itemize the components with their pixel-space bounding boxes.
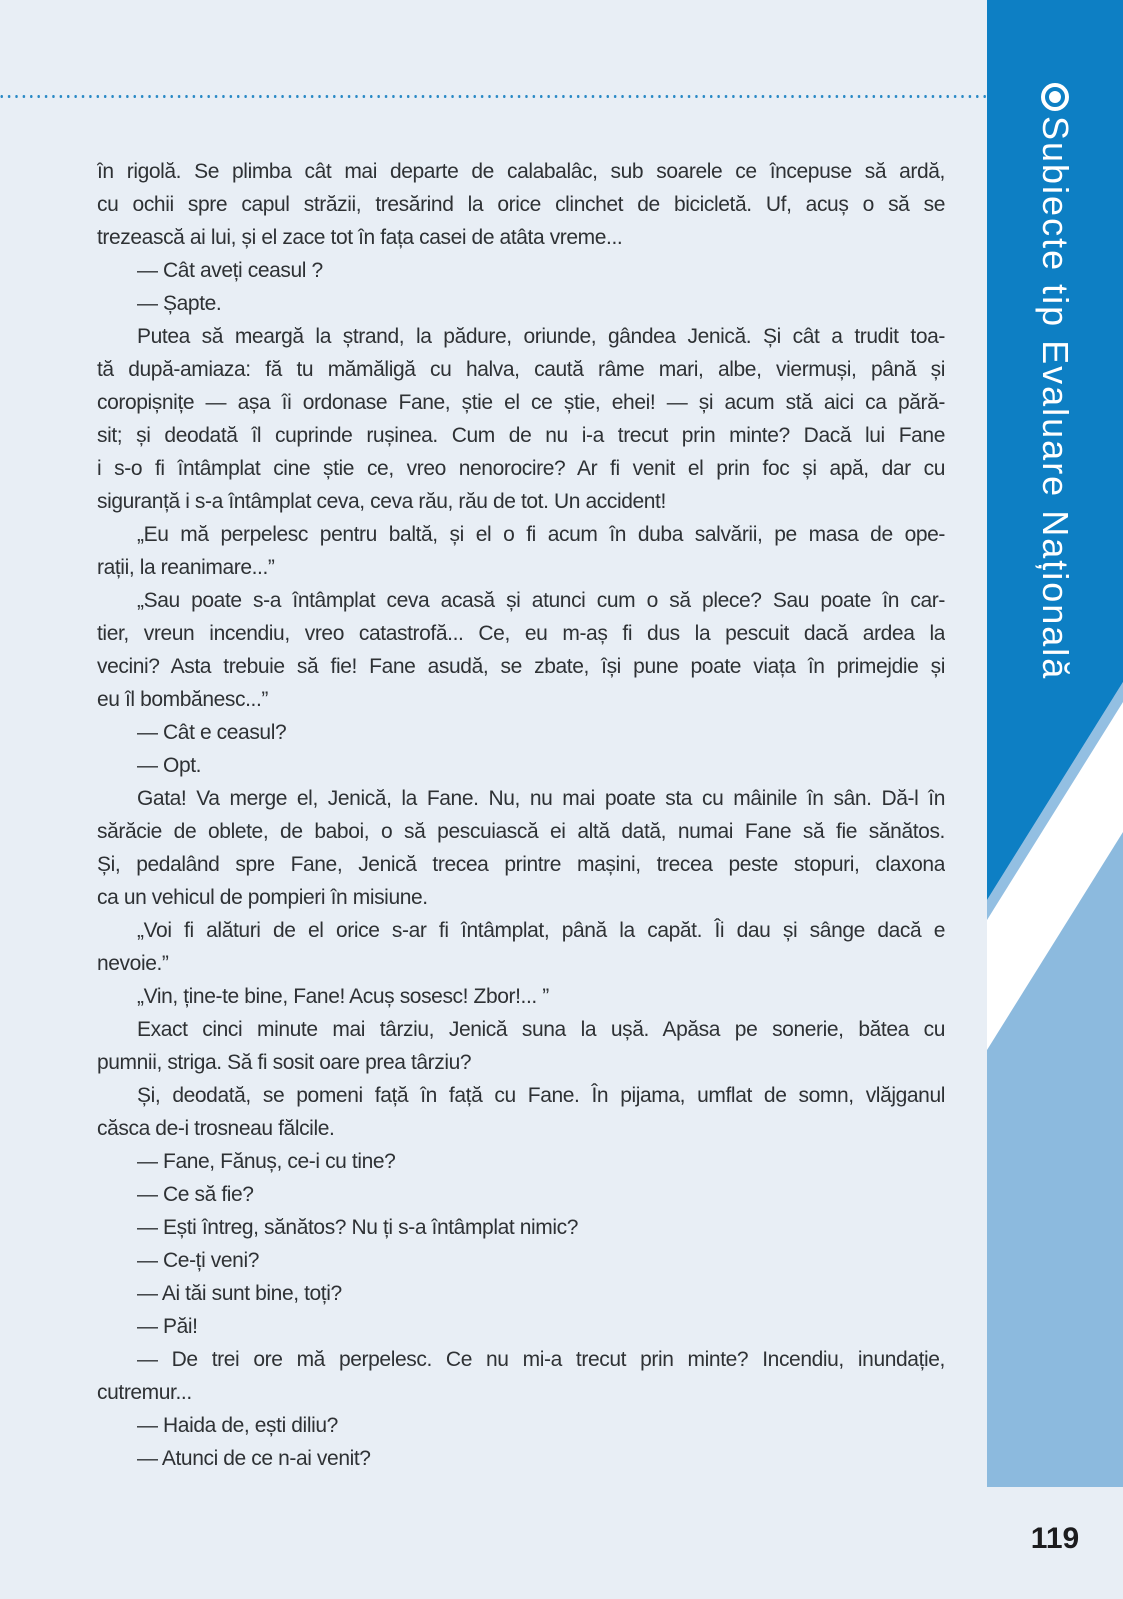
text-line: „Eu mă perpelesc pentru baltă, și el o fi acum în duba salvării, pe masa de ope- xyxy=(137,523,945,546)
text-line: „Vin, ține-te bine, Fane! Acuș sosesc! Zbor!... ” xyxy=(137,985,549,1008)
text-line: Gata! Va merge el, Jenică, la Fane. Nu, nu mai poate sta cu mâinile în sân. Dă-l în xyxy=(137,787,945,810)
text-line: tă după-amiaza: fă tu mămăligă cu halva, caută râme mari, albe, viermuși, până și xyxy=(97,358,945,381)
text-line: Și, pedalând spre Fane, Jenică trecea printre mașini, trecea peste stopuri, claxona xyxy=(97,853,945,876)
text-line: — Ce să fie? xyxy=(137,1183,254,1206)
text-line: trezească ai lui, și el zace tot în fața casei de atâta vreme... xyxy=(97,226,623,249)
text-line: ca un vehicul de pompieri în misiune. xyxy=(97,886,428,909)
text-line: rații, la reanimare...” xyxy=(97,556,275,579)
text-line: nevoie.” xyxy=(97,952,169,975)
text-line: Exact cinci minute mai târziu, Jenică suna la ușă. Apăsa pe sonerie, bătea cu xyxy=(137,1018,945,1041)
text-line: — Cât aveți ceasul ? xyxy=(137,259,323,282)
text-line: — De trei ore mă perpelesc. Ce nu mi-a trecut prin minte? Incendiu, inundație, xyxy=(137,1348,945,1371)
text-line: eu îl bombănesc...” xyxy=(97,688,268,711)
dotted-divider xyxy=(0,95,1036,98)
text-line: — Ai tăi sunt bine, toți? xyxy=(137,1282,342,1305)
text-line: i s-o fi întâmplat cine știe ce, vreo nenorocire? Ar fi venit el prin foc și apă, dar cu xyxy=(97,457,945,480)
text-line: — Atunci de ce n-ai venit? xyxy=(137,1447,371,1470)
text-line: tier, vreun incendiu, vreo catastrofă... Ce, eu m-aș fi dus la pescuit dacă ardea la xyxy=(97,622,945,645)
text-line: pumnii, striga. Să fi sosit oare prea târziu? xyxy=(97,1051,472,1074)
text-line: sit; și deodată îl cuprinde rușinea. Cum de nu i-a trecut prin minte? Dacă lui Fane xyxy=(97,424,945,447)
text-line: cu ochii spre capul străzii, tresărind la orice clinchet de bicicletă. Uf, acuș o să se xyxy=(97,193,945,216)
body-text xyxy=(97,155,945,1475)
text-line: căsca de-i trosneau fălcile. xyxy=(97,1117,335,1140)
text-line: sărăcie de oblete, de baboi, o să pescuiască ei altă dată, numai Fane să fie sănătos. xyxy=(97,820,945,843)
text-line: cutremur... xyxy=(97,1381,192,1404)
text-line: — Opt. xyxy=(137,754,202,777)
text-line: — Haida de, ești diliu? xyxy=(137,1414,338,1437)
text-line: coropișnițe — așa îi ordonase Fane, știe el ce știe, ehei! — și acum stă aici ca pără- xyxy=(97,391,945,414)
bullseye-icon xyxy=(1041,83,1069,111)
text-line: — Păi! xyxy=(137,1315,198,1338)
text-line: „Voi fi alături de el orice s-ar fi întâmplat, până la capăt. Îi dau și sânge dacă e xyxy=(137,919,945,942)
text-line: vecini? Asta trebuie să fie! Fane asudă, se zbate, își pune poate viața în primejdie și xyxy=(97,655,945,678)
text-line: — Șapte. xyxy=(137,292,222,315)
text-line: Putea să meargă la ștrand, la pădure, oriunde, gândea Jenică. Și cât a trudit toa- xyxy=(137,325,945,348)
bullseye-dot xyxy=(1049,91,1061,103)
page-number: 119 xyxy=(1030,1522,1080,1555)
text-line: — Cât e ceasul? xyxy=(137,721,287,744)
sidebar-label: Subiecte tip Evaluare Națională xyxy=(1035,116,1076,681)
text-line: — Fane, Fănuș, ce-i cu tine? xyxy=(137,1150,396,1173)
text-line: în rigolă. Se plimba cât mai departe de calabalâc, sub soarele ce începuse să ardă, xyxy=(97,160,945,183)
chapter-sidebar xyxy=(987,0,1123,1487)
text-line: siguranță i s-a întâmplat ceva, ceva rău, rău de tot. Un accident! xyxy=(97,490,666,513)
text-line: Și, deodată, se pomeni față în față cu Fane. În pijama, umflat de somn, vlăjganul xyxy=(137,1084,945,1107)
text-line: „Sau poate s-a întâmplat ceva acasă și atunci cum o să plece? Sau poate în car- xyxy=(137,589,945,612)
text-line: — Ești întreg, sănătos? Nu ți s-a întâmplat nimic? xyxy=(137,1216,579,1239)
text-line: — Ce-ți veni? xyxy=(137,1249,260,1272)
